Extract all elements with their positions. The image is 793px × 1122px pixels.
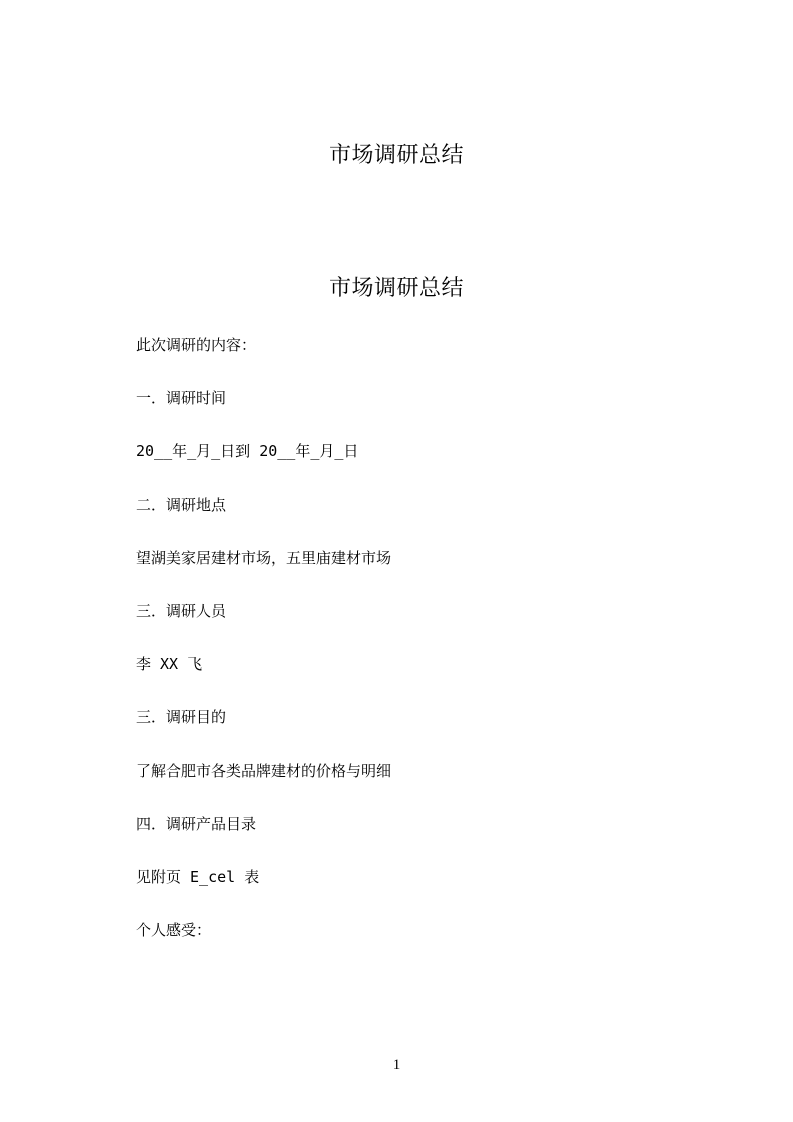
section-heading-personnel: 三．调研人员 bbox=[136, 602, 227, 620]
header-title: 市场调研总结 bbox=[328, 143, 464, 168]
survey-personnel: 李 XX 飞 bbox=[136, 655, 203, 673]
section-heading-purpose: 三．调研目的 bbox=[136, 708, 227, 726]
section-heading-location: 二．调研地点 bbox=[136, 496, 227, 514]
document-title: 市场调研总结 bbox=[328, 276, 464, 301]
intro-line: 此次调研的内容： bbox=[136, 336, 257, 354]
survey-purpose: 了解合肥市各类品牌建材的价格与明细 bbox=[136, 762, 392, 780]
section-heading-products: 四．调研产品目录 bbox=[136, 815, 257, 833]
personal-impressions-heading: 个人感受： bbox=[136, 921, 212, 939]
survey-date-range: 20__年_月_日到 20__年_月_日 bbox=[136, 442, 359, 460]
page-number: 1 bbox=[392, 1057, 401, 1073]
section-heading-time: 一．调研时间 bbox=[136, 389, 227, 407]
survey-location: 望湖美家居建材市场，五里庙建材市场 bbox=[136, 549, 392, 567]
product-catalog-reference: 见附页 E_cel 表 bbox=[136, 868, 260, 886]
